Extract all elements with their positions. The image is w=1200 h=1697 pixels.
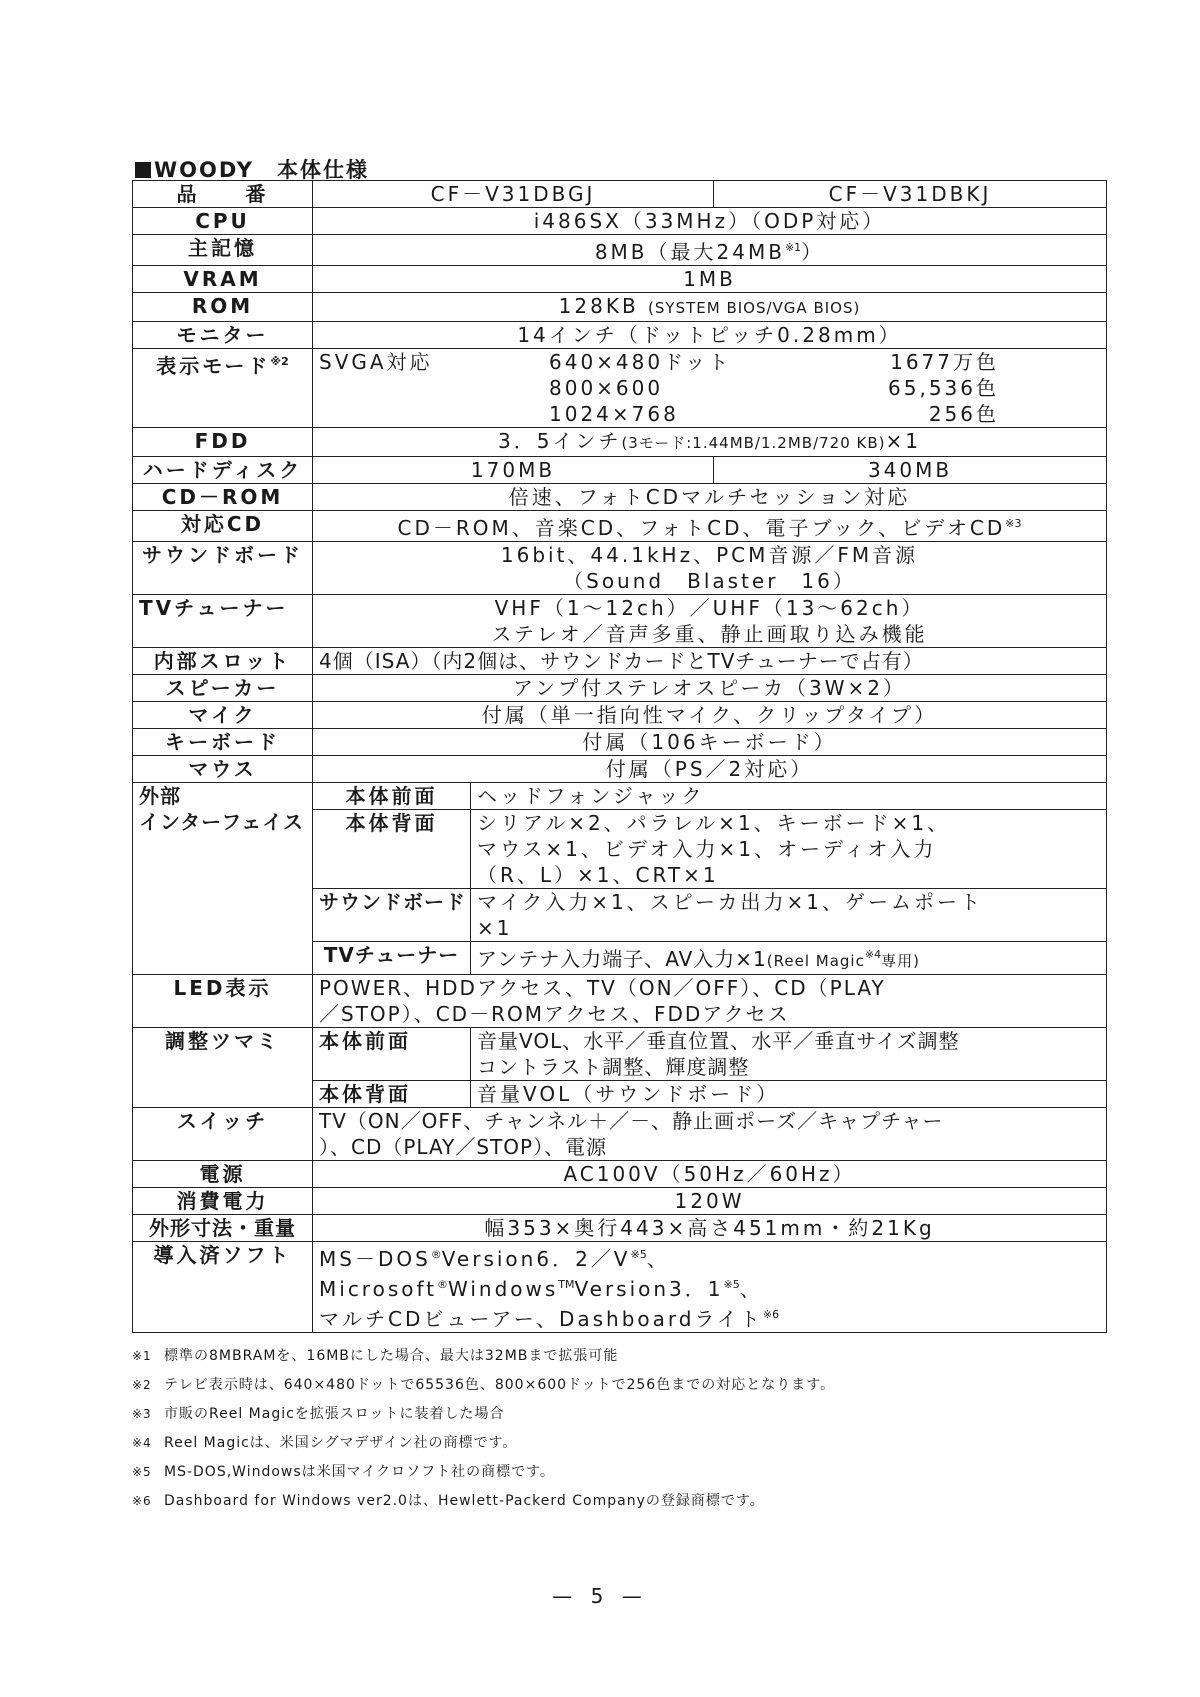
table-row: [133, 702, 1107, 729]
footnote: ※1 標準の8MBRAMを、16MBにした場合、最大は32MBまで拡張可能: [132, 1348, 619, 1364]
spec-label: マイク: [133, 702, 313, 729]
spec-label: サウンドボード: [133, 542, 313, 595]
sub-label: サウンドボード: [313, 889, 471, 942]
spec-value: アンプ付ステレオスピーカ（3W×2）: [313, 675, 1107, 702]
page-title: WOODY 本体仕様: [135, 154, 369, 184]
table-row: [133, 293, 1107, 322]
spec-label: 電源: [133, 1161, 313, 1188]
spec-value: 14インチ（ドットピッチ0.28mm）: [313, 322, 1107, 349]
table-row: [133, 235, 1107, 266]
table-row: [133, 1108, 1107, 1161]
spec-label: FDD: [133, 428, 313, 457]
spec-label: ROM: [133, 293, 313, 322]
table-row: [133, 349, 1107, 428]
spec-value: 128KB (SYSTEM BIOS/VGA BIOS): [313, 293, 1107, 322]
sub-label: 本体前面: [313, 783, 471, 810]
spec-label: 外部 インターフェイス: [133, 783, 313, 975]
table-row: [133, 181, 1107, 208]
page-number: — 5 —: [552, 1584, 648, 1608]
model-b: CF－V31DBKJ: [714, 181, 1107, 208]
spec-value: POWER、HDDアクセス、TV（ON／OFF）、CD（PLAY ／STOP）、CD－ROMアクセス、FDDアクセス: [313, 975, 1107, 1028]
table-row: [133, 756, 1107, 783]
table-row: [133, 484, 1107, 511]
spec-label: CPU: [133, 208, 313, 235]
footnote: ※6 Dashboard for Windows ver2.0は、Hewlett-Packerd Companyの登録商標です。: [132, 1493, 765, 1509]
spec-value: シリアル×2、パラレル×1、キーボード×1、 マウス×1、ビデオ入力×1、オーディオ入力 （R、L）×1、CRT×1: [471, 810, 1107, 889]
spec-value: ヘッドフォンジャック: [471, 783, 1107, 810]
table-row: [133, 1242, 1107, 1333]
spec-table: [132, 180, 1107, 1333]
spec-value: 16bit、44.1kHz、PCM音源／FM音源 （Sound Blaster 16）: [313, 542, 1107, 595]
table-row: [133, 428, 1107, 457]
spec-value: 音量VOL（サウンドボード）: [471, 1081, 1107, 1108]
spec-label: スピーカー: [133, 675, 313, 702]
spec-label: 調整ツマミ: [133, 1028, 313, 1108]
spec-value: MS－DOS®Version6．$2/V^{※5}$、 Microsoft®Windows™Version3．1$^{※5}$、 マルチCDビューアー、Dashboardライト$^{※6}$: [313, 1242, 1107, 1333]
table-row: [133, 975, 1107, 1028]
table-row: [133, 266, 1107, 293]
spec-label: 主記憶: [133, 235, 313, 266]
spec-label: 品 番: [133, 181, 313, 208]
footnote: ※2 テレビ表示時は、640×480ドットで65536色、800×600ドットで256色までの対応となります。: [132, 1377, 836, 1393]
spec-label: TVチューナー: [133, 595, 313, 648]
spec-label: モニター: [133, 322, 313, 349]
table-row: [133, 675, 1107, 702]
spec-label: 対応CD: [133, 511, 313, 542]
hdd-b: 340MB: [714, 457, 1107, 484]
square-bullet-icon: [135, 162, 151, 178]
spec-value: 3．5インチ(3モード:1.44MB/1.2MB/720 KB)×1: [313, 428, 1107, 457]
spec-label: LED表示: [133, 975, 313, 1028]
spec-label: 内部スロット: [133, 648, 313, 675]
footnote: ※5 MS-DOS,Windowsは米国マイクロソフト社の商標です。: [132, 1464, 555, 1480]
table-row: [133, 542, 1107, 595]
spec-value: 音量VOL、水平／垂直位置、水平／垂直サイズ調整 コントラスト調整、輝度調整: [471, 1028, 1107, 1081]
display-modes: SVGA対応 640×480ドット 1677万色 800×600 65,536色 1024×768 256色: [313, 349, 1107, 428]
spec-label: 導入済ソフト: [133, 1242, 313, 1333]
spec-value: CD－ROM、音楽CD、フォトCD、電子ブック、ビデオCD$^{※3}$: [313, 511, 1107, 542]
spec-label: キーボード: [133, 729, 313, 756]
spec-value: 付属（単一指向性マイク、クリップタイプ）: [313, 702, 1107, 729]
spec-value: TV（ON／OFF、チャンネル＋／－、静止画ポーズ／キャプチャー ）、CD（PLAY／STOP）、電源: [313, 1108, 1107, 1161]
model-a: CF－V31DBGJ: [313, 181, 714, 208]
table-row: [133, 457, 1107, 484]
table-row: [133, 511, 1107, 542]
spec-value: 1MB: [313, 266, 1107, 293]
spec-value: 幅353×奥行443×高さ451mm・約21Kg: [313, 1215, 1107, 1242]
table-row: [133, 208, 1107, 235]
spec-value: マイク入力×1、スピーカ出力×1、ゲームポート ×1: [471, 889, 1107, 942]
spec-value: 付属（PS／2対応）: [313, 756, 1107, 783]
spec-value: 付属（106キーボード）: [313, 729, 1107, 756]
table-row: [133, 1188, 1107, 1215]
spec-value: 4個（ISA）（内2個は、サウンドカードとTVチューナーで占有）: [313, 648, 1107, 675]
spec-label: スイッチ: [133, 1108, 313, 1161]
spec-value: AC100V（50Hz／60Hz）: [313, 1161, 1107, 1188]
spec-value: アンテナ入力端子、AV入力×1(Reel Magic$^{※4}$専用): [471, 942, 1107, 975]
sub-label: TVチューナー: [313, 942, 471, 975]
spec-value: i486SX（33MHz）（ODP対応）: [313, 208, 1107, 235]
spec-value: VHF（1～12ch）／UHF（13～62ch） ステレオ／音声多重、静止画取り込み機能: [313, 595, 1107, 648]
spec-label: 外形寸法・重量: [133, 1215, 313, 1242]
spec-label: CD－ROM: [133, 484, 313, 511]
spec-value: 8MB（最大24MB$^{※1}$）: [313, 235, 1107, 266]
spec-label: 消費電力: [133, 1188, 313, 1215]
spec-value: 倍速、フォトCDマルチセッション対応: [313, 484, 1107, 511]
table-row: [133, 729, 1107, 756]
spec-value: 120W: [313, 1188, 1107, 1215]
table-row: [133, 595, 1107, 648]
table-row: [133, 648, 1107, 675]
footnote: ※3 市販のReel Magicを拡張スロットに装着した場合: [132, 1406, 505, 1422]
table-row: [133, 1028, 1107, 1081]
table-row: [133, 783, 1107, 810]
spec-label: ハードディスク: [133, 457, 313, 484]
spec-label: VRAM: [133, 266, 313, 293]
sub-label: 本体前面: [313, 1028, 471, 1081]
table-row: [133, 322, 1107, 349]
table-row: [133, 1215, 1107, 1242]
table-row: [133, 1161, 1107, 1188]
spec-label: マウス: [133, 756, 313, 783]
spec-label: 表示モード$^{※2}$: [133, 349, 313, 428]
footnote: ※4 Reel Magicは、米国シグマデザイン社の商標です。: [132, 1435, 518, 1451]
sub-label: 本体背面: [313, 1081, 471, 1108]
sub-label: 本体背面: [313, 810, 471, 889]
hdd-a: 170MB: [313, 457, 714, 484]
footnotes: [132, 1342, 835, 1516]
